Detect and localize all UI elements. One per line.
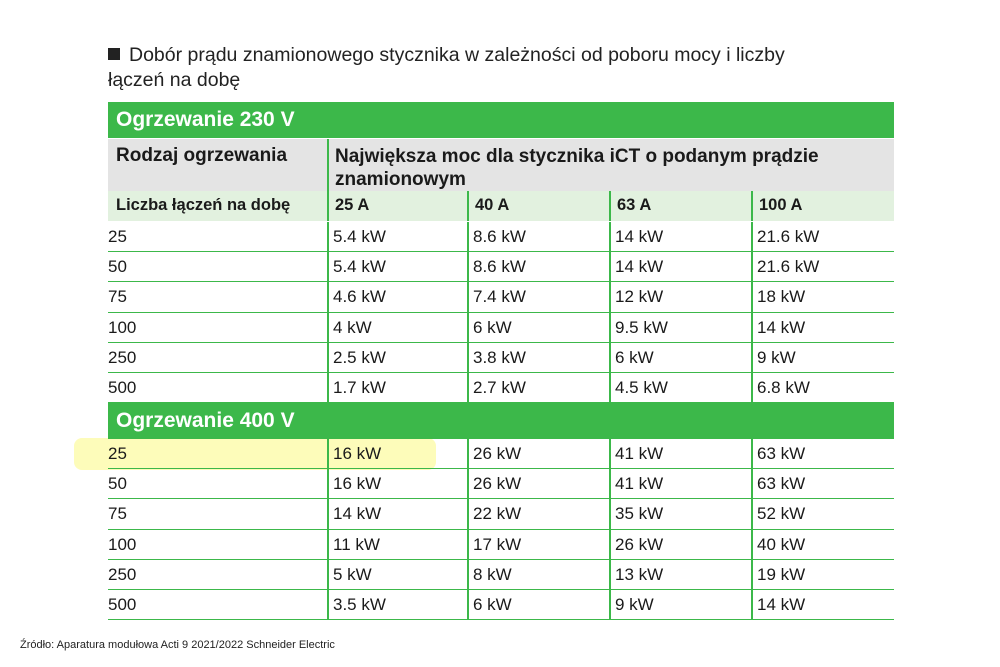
column-header-max-power: Największa moc dla stycznika iCT o podanym prądzie znamionowym	[335, 146, 819, 190]
cell-power: 7.4 kW	[473, 287, 526, 307]
cell-power: 14 kW	[615, 257, 664, 277]
cell-power: 18 kW	[757, 287, 806, 307]
cell-power: 14 kW	[333, 504, 382, 524]
column-divider	[467, 439, 469, 620]
divider-current-0	[467, 191, 469, 221]
cell-power: 6 kW	[615, 347, 654, 367]
cell-power: 13 kW	[615, 564, 664, 584]
cell-switchings: 75	[108, 287, 127, 307]
cell-power: 14 kW	[757, 595, 806, 614]
cell-power: 6 kW	[473, 317, 512, 337]
cell-power: 8 kW	[473, 564, 512, 584]
divider-current-1	[609, 191, 611, 221]
title-line-1: Dobór prądu znamionowego stycznika w zależności od poboru mocy i liczby	[129, 44, 785, 66]
column-divider	[327, 439, 329, 620]
current-25a: 25 A	[335, 196, 370, 214]
cell-power: 35 kW	[615, 504, 664, 524]
cell-power: 5.4 kW	[333, 227, 386, 246]
current-40a: 40 A	[475, 196, 510, 214]
cell-power: 5.4 kW	[333, 257, 386, 277]
cell-power: 40 kW	[757, 534, 806, 554]
current-100a: 100 A	[759, 196, 803, 214]
row-highlight	[74, 438, 436, 470]
cell-power: 26 kW	[473, 474, 522, 494]
title-line-2: łączeń na dobę	[108, 69, 241, 91]
cell-power: 21.6 kW	[757, 227, 820, 246]
page-title	[108, 43, 908, 93]
cell-power: 8.6 kW	[473, 257, 526, 277]
column-divider	[751, 439, 753, 620]
cell-switchings: 25	[108, 227, 127, 246]
column-divider	[609, 439, 611, 620]
cell-switchings: 50	[108, 474, 127, 494]
cell-switchings: 25	[108, 444, 127, 463]
cell-power: 3.8 kW	[473, 347, 526, 367]
cell-power: 6 kW	[473, 595, 512, 614]
divider-header	[327, 139, 329, 221]
cell-power: 9 kW	[615, 595, 654, 614]
cell-power: 9.5 kW	[615, 317, 668, 337]
cell-switchings: 50	[108, 257, 127, 277]
current-header-row	[108, 191, 894, 221]
cell-switchings: 100	[108, 534, 137, 554]
divider-current-2	[751, 191, 753, 221]
cell-power: 4 kW	[333, 317, 372, 337]
cell-switchings: 500	[108, 595, 137, 614]
current-63a: 63 A	[617, 196, 652, 214]
cell-power: 9 kW	[757, 347, 796, 367]
cell-power: 5 kW	[333, 564, 372, 584]
cell-power: 63 kW	[757, 474, 806, 494]
cell-power: 16 kW	[333, 444, 382, 463]
cell-power: 14 kW	[757, 317, 806, 337]
cell-power: 4.5 kW	[615, 378, 668, 397]
column-header-heating-type: Rodzaj ogrzewania	[116, 145, 288, 166]
cell-switchings: 100	[108, 317, 137, 337]
column-divider	[327, 222, 329, 403]
source-note: Źródło: Aparatura modułowa Acti 9 2021/2022 Schneider Electric	[20, 639, 335, 651]
cell-power: 41 kW	[615, 444, 664, 463]
cell-power: 21.6 kW	[757, 257, 820, 277]
cell-power: 11 kW	[333, 534, 380, 554]
square-bullet-icon	[108, 48, 120, 60]
cell-switchings: 500	[108, 378, 137, 397]
cell-power: 63 kW	[757, 444, 806, 463]
cell-power: 52 kW	[757, 504, 806, 524]
cell-power: 16 kW	[333, 474, 382, 494]
column-divider	[751, 222, 753, 403]
cell-power: 6.8 kW	[757, 378, 810, 397]
cell-switchings: 250	[108, 564, 137, 584]
cell-power: 26 kW	[615, 534, 664, 554]
cell-power: 12 kW	[615, 287, 664, 307]
cell-power: 19 kW	[757, 564, 806, 584]
cell-power: 22 kW	[473, 504, 522, 524]
section-header-230v: Ogrzewanie 230 V	[108, 102, 894, 138]
cell-switchings: 75	[108, 504, 127, 524]
cell-power: 2.7 kW	[473, 378, 526, 397]
cell-switchings: 250	[108, 347, 137, 367]
cell-power: 26 kW	[473, 444, 522, 463]
cell-power: 41 kW	[615, 474, 664, 494]
cell-power: 4.6 kW	[333, 287, 386, 307]
row-header-switchings: Liczba łączeń na dobę	[116, 196, 291, 214]
cell-power: 17 kW	[473, 534, 522, 554]
cell-power: 3.5 kW	[333, 595, 386, 614]
cell-power: 1.7 kW	[333, 378, 386, 397]
column-header-row	[108, 139, 894, 191]
column-divider	[609, 222, 611, 403]
cell-power: 14 kW	[615, 227, 664, 246]
cell-power: 2.5 kW	[333, 347, 386, 367]
cell-power: 8.6 kW	[473, 227, 526, 246]
section-header-400v: Ogrzewanie 400 V	[108, 403, 894, 439]
column-divider	[467, 222, 469, 403]
